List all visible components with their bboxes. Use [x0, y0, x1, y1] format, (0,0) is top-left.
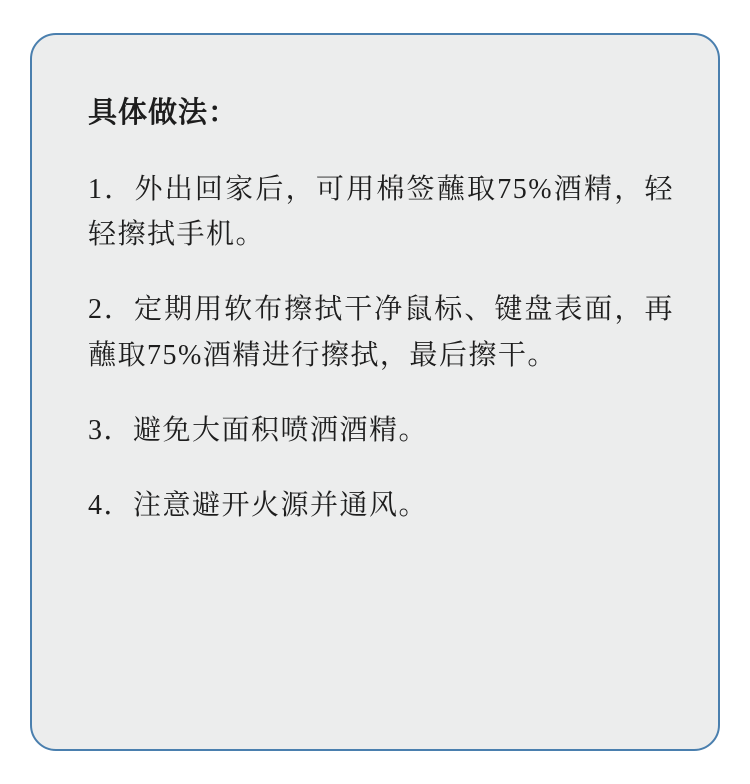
tips-list: [88, 167, 674, 529]
list-item: 1．外出回家后，可用棉签蘸取75%酒精，轻轻擦拭手机。: [88, 173, 674, 251]
tips-card: [30, 33, 720, 751]
card-title: 具体做法：: [88, 97, 239, 129]
list-item: 3．避免大面积喷洒酒精。: [88, 415, 429, 447]
list-item: 4．注意避开火源并通风。: [88, 490, 429, 522]
list-item: 2．定期用软布擦拭干净鼠标、键盘表面，再蘸取75%酒精进行擦拭，最后擦干。: [88, 294, 674, 371]
